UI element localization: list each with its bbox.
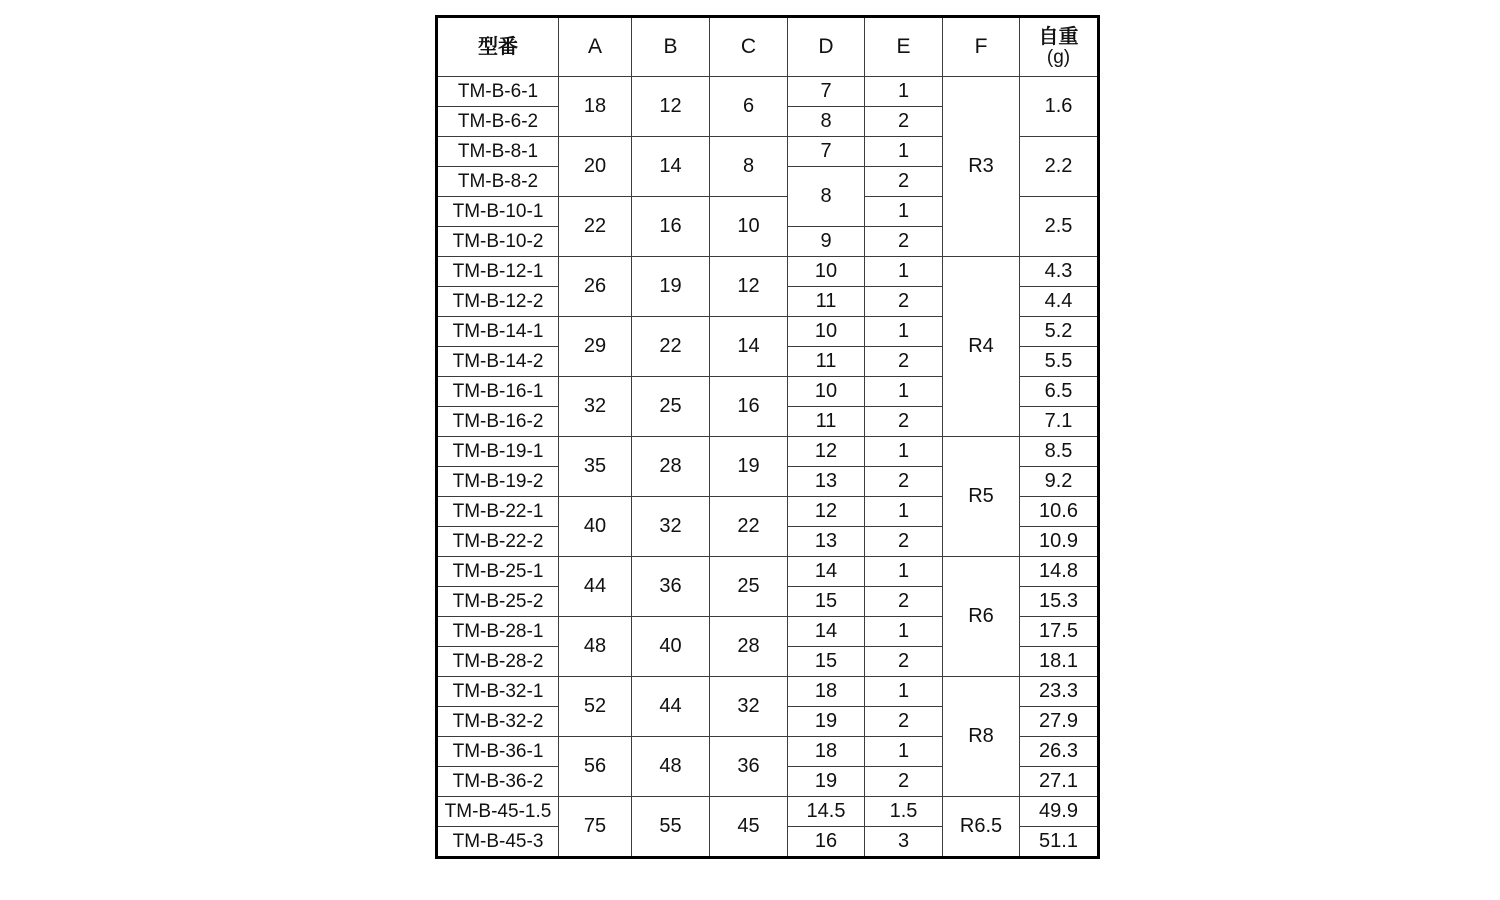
- cell-e: 1: [865, 677, 943, 707]
- cell-b: 36: [632, 557, 710, 617]
- cell-model: TM-B-36-1: [437, 737, 559, 767]
- cell-d: 9: [788, 227, 865, 257]
- cell-weight: 5.2: [1020, 317, 1099, 347]
- cell-d: 15: [788, 587, 865, 617]
- cell-d: 19: [788, 707, 865, 737]
- cell-e: 1: [865, 617, 943, 647]
- cell-e: 2: [865, 167, 943, 197]
- cell-model: TM-B-10-1: [437, 197, 559, 227]
- cell-model: TM-B-28-2: [437, 647, 559, 677]
- column-header-label: E: [896, 34, 911, 58]
- column-header-label: D: [818, 34, 834, 58]
- column-header-label: C: [740, 34, 757, 58]
- cell-e: 3: [865, 827, 943, 858]
- cell-model: TM-B-45-3: [437, 827, 559, 858]
- cell-weight: 14.8: [1020, 557, 1099, 587]
- cell-weight: 5.5: [1020, 347, 1099, 377]
- cell-a: 75: [559, 797, 632, 858]
- cell-e: 2: [865, 227, 943, 257]
- cell-model: TM-B-10-2: [437, 227, 559, 257]
- cell-a: 20: [559, 137, 632, 197]
- cell-model: TM-B-6-2: [437, 107, 559, 137]
- cell-d: 11: [788, 287, 865, 317]
- cell-model: TM-B-25-1: [437, 557, 559, 587]
- cell-e: 2: [865, 287, 943, 317]
- cell-weight: 51.1: [1020, 827, 1099, 858]
- column-header-e: [865, 17, 943, 77]
- cell-model: TM-B-16-2: [437, 407, 559, 437]
- cell-model: TM-B-12-1: [437, 257, 559, 287]
- cell-a: 22: [559, 197, 632, 257]
- cell-e: 1: [865, 137, 943, 167]
- cell-weight: 49.9: [1020, 797, 1099, 827]
- column-header-b: [632, 17, 710, 77]
- cell-a: 32: [559, 377, 632, 437]
- cell-d: 13: [788, 527, 865, 557]
- cell-b: 44: [632, 677, 710, 737]
- cell-c: 19: [710, 437, 788, 497]
- cell-c: 28: [710, 617, 788, 677]
- cell-a: 26: [559, 257, 632, 317]
- cell-b: 25: [632, 377, 710, 437]
- cell-d: 11: [788, 347, 865, 377]
- cell-d: 12: [788, 437, 865, 467]
- cell-c: 12: [710, 257, 788, 317]
- cell-e: 2: [865, 647, 943, 677]
- cell-model: TM-B-14-1: [437, 317, 559, 347]
- cell-c: 25: [710, 557, 788, 617]
- cell-e: 1: [865, 377, 943, 407]
- cell-weight: 26.3: [1020, 737, 1099, 767]
- cell-e: 1: [865, 497, 943, 527]
- column-header-label: A: [587, 34, 602, 58]
- cell-e: 2: [865, 407, 943, 437]
- table-row: [437, 257, 1099, 287]
- cell-a: 29: [559, 317, 632, 377]
- cell-b: 28: [632, 437, 710, 497]
- cell-b: 32: [632, 497, 710, 557]
- cell-e: 1: [865, 257, 943, 287]
- cell-weight: 8.5: [1020, 437, 1099, 467]
- cell-d: 7: [788, 77, 865, 107]
- cell-model: TM-B-12-2: [437, 287, 559, 317]
- cell-f: R3: [943, 77, 1020, 257]
- table-row: [437, 677, 1099, 707]
- cell-weight: 15.3: [1020, 587, 1099, 617]
- cell-model: TM-B-36-2: [437, 767, 559, 797]
- cell-a: 44: [559, 557, 632, 617]
- cell-b: 40: [632, 617, 710, 677]
- cell-f: R6.5: [943, 797, 1020, 858]
- column-header-a: [559, 17, 632, 77]
- column-header-label: B: [663, 34, 678, 58]
- cell-d: 7: [788, 137, 865, 167]
- cell-e: 2: [865, 587, 943, 617]
- cell-d: 13: [788, 467, 865, 497]
- cell-e: 1: [865, 557, 943, 587]
- column-header-weight: [1020, 17, 1099, 77]
- cell-model: TM-B-25-2: [437, 587, 559, 617]
- spec-table-header: [437, 17, 1099, 77]
- cell-model: TM-B-14-2: [437, 347, 559, 377]
- column-header-model: [437, 17, 559, 77]
- cell-c: 22: [710, 497, 788, 557]
- cell-d: 8: [788, 167, 865, 227]
- cell-e: 1.5: [865, 797, 943, 827]
- cell-e: 2: [865, 767, 943, 797]
- cell-b: 22: [632, 317, 710, 377]
- column-header-f: [943, 17, 1020, 77]
- cell-model: TM-B-22-2: [437, 527, 559, 557]
- cell-e: 2: [865, 467, 943, 497]
- cell-weight: 2.2: [1020, 137, 1099, 197]
- cell-b: 16: [632, 197, 710, 257]
- header-row: [437, 17, 1099, 77]
- cell-model: TM-B-16-1: [437, 377, 559, 407]
- cell-d: 10: [788, 377, 865, 407]
- cell-d: 14.5: [788, 797, 865, 827]
- table-row: [437, 557, 1099, 587]
- cell-weight: 9.2: [1020, 467, 1099, 497]
- cell-f: R8: [943, 677, 1020, 797]
- spec-table: [435, 15, 1100, 859]
- column-header-c: [710, 17, 788, 77]
- cell-d: 16: [788, 827, 865, 858]
- cell-model: TM-B-6-1: [437, 77, 559, 107]
- cell-weight: 23.3: [1020, 677, 1099, 707]
- cell-c: 6: [710, 77, 788, 137]
- cell-a: 48: [559, 617, 632, 677]
- cell-f: R4: [943, 257, 1020, 437]
- cell-d: 19: [788, 767, 865, 797]
- column-header-label: 型番: [478, 35, 518, 58]
- cell-model: TM-B-19-1: [437, 437, 559, 467]
- spec-table-body: [437, 77, 1099, 858]
- cell-a: 52: [559, 677, 632, 737]
- cell-weight: 27.9: [1020, 707, 1099, 737]
- column-header-label: F: [974, 34, 988, 58]
- cell-c: 8: [710, 137, 788, 197]
- cell-d: 18: [788, 737, 865, 767]
- cell-c: 14: [710, 317, 788, 377]
- cell-b: 19: [632, 257, 710, 317]
- cell-e: 2: [865, 107, 943, 137]
- table-row: [437, 437, 1099, 467]
- cell-a: 18: [559, 77, 632, 137]
- cell-e: 1: [865, 737, 943, 767]
- cell-a: 40: [559, 497, 632, 557]
- cell-d: 18: [788, 677, 865, 707]
- cell-model: TM-B-32-2: [437, 707, 559, 737]
- cell-c: 10: [710, 197, 788, 257]
- cell-e: 1: [865, 317, 943, 347]
- cell-d: 12: [788, 497, 865, 527]
- cell-a: 35: [559, 437, 632, 497]
- cell-c: 32: [710, 677, 788, 737]
- cell-d: 15: [788, 647, 865, 677]
- cell-c: 16: [710, 377, 788, 437]
- cell-model: TM-B-32-1: [437, 677, 559, 707]
- cell-d: 11: [788, 407, 865, 437]
- cell-weight: 18.1: [1020, 647, 1099, 677]
- cell-weight: 27.1: [1020, 767, 1099, 797]
- cell-d: 14: [788, 557, 865, 587]
- cell-model: TM-B-8-1: [437, 137, 559, 167]
- cell-b: 48: [632, 737, 710, 797]
- cell-c: 36: [710, 737, 788, 797]
- cell-e: 1: [865, 437, 943, 467]
- cell-model: TM-B-19-2: [437, 467, 559, 497]
- cell-f: R5: [943, 437, 1020, 557]
- table-row: [437, 797, 1099, 827]
- cell-model: TM-B-8-2: [437, 167, 559, 197]
- cell-weight: 7.1: [1020, 407, 1099, 437]
- cell-weight: 1.6: [1020, 77, 1099, 137]
- cell-weight: 6.5: [1020, 377, 1099, 407]
- cell-e: 2: [865, 527, 943, 557]
- cell-f: R6: [943, 557, 1020, 677]
- cell-e: 1: [865, 197, 943, 227]
- cell-model: TM-B-28-1: [437, 617, 559, 647]
- cell-b: 12: [632, 77, 710, 137]
- cell-weight: 4.4: [1020, 287, 1099, 317]
- cell-weight: 17.5: [1020, 617, 1099, 647]
- cell-b: 55: [632, 797, 710, 858]
- cell-weight: 10.6: [1020, 497, 1099, 527]
- column-header-d: [788, 17, 865, 77]
- cell-e: 2: [865, 347, 943, 377]
- column-header-unit: (g): [1046, 46, 1071, 68]
- cell-e: 2: [865, 707, 943, 737]
- table-row: [437, 77, 1099, 107]
- spec-table-container: [435, 15, 1100, 859]
- cell-e: 1: [865, 77, 943, 107]
- cell-model: TM-B-45-1.5: [437, 797, 559, 827]
- cell-d: 10: [788, 257, 865, 287]
- cell-a: 56: [559, 737, 632, 797]
- cell-d: 10: [788, 317, 865, 347]
- cell-weight: 2.5: [1020, 197, 1099, 257]
- column-header-label: 自重: [1038, 25, 1079, 48]
- cell-b: 14: [632, 137, 710, 197]
- cell-d: 14: [788, 617, 865, 647]
- cell-weight: 10.9: [1020, 527, 1099, 557]
- cell-model: TM-B-22-1: [437, 497, 559, 527]
- cell-d: 8: [788, 107, 865, 137]
- cell-weight: 4.3: [1020, 257, 1099, 287]
- cell-c: 45: [710, 797, 788, 858]
